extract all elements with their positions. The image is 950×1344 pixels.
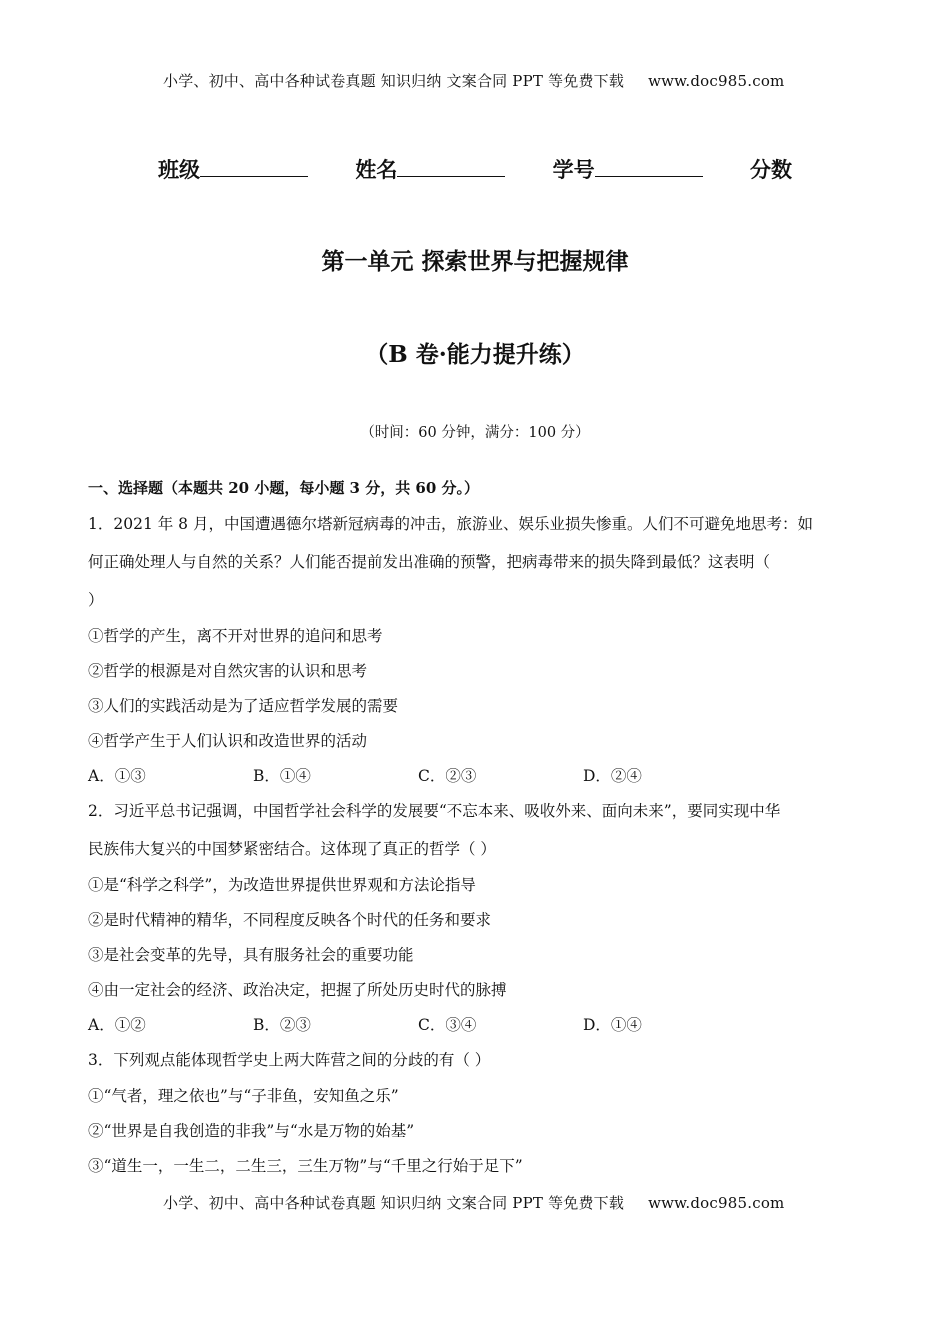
banner-url[interactable]: www.doc985.com: [648, 72, 785, 90]
q2-options: [88, 1013, 848, 1035]
q1-stem-line1: 1．2021 年 8 月，中国遭遇德尔塔新冠病毒的冲击，旅游业、娱乐业损失惨重。人们不可避免地思考：如: [88, 515, 813, 533]
q2-option-a[interactable]: A．①②: [88, 1016, 146, 1034]
q2-option-c[interactable]: C．③④: [418, 1016, 477, 1034]
footer-banner: [163, 1192, 784, 1213]
section-heading: 一、选择题（本题共 20 小题，每小题 3 分，共 60 分。）: [88, 479, 480, 497]
q3-item-2: ②“世界是自我创造的非我”与“水是万物的始基”: [88, 1122, 415, 1140]
student-number-field[interactable]: 学号: [553, 154, 703, 184]
q3-stem: 3．下列观点能体现哲学史上两大阵营之间的分歧的有（ ）: [88, 1051, 491, 1069]
class-field[interactable]: 班级: [158, 154, 308, 184]
page-title: 第一单元 探索世界与把握规律: [321, 248, 629, 275]
q1-item-1: ①哲学的产生，离不开对世界的追问和思考: [88, 627, 383, 645]
q2-item-1: ①是“科学之科学”，为改造世界提供世界观和方法论指导: [88, 876, 476, 894]
score-field[interactable]: 分数: [749, 157, 792, 182]
q2-stem-line2: 民族伟大复兴的中国梦紧密结合。这体现了真正的哲学（ ）: [88, 840, 496, 858]
q2-option-b[interactable]: B．②③: [253, 1016, 311, 1034]
q1-option-d[interactable]: D．②④: [583, 767, 642, 785]
banner-text: 小学、初中、高中各种试卷真题 知识归纳 文案合同 PPT 等免费下载: [163, 72, 625, 90]
q1-item-4: ④哲学产生于人们认识和改造世界的活动: [88, 732, 368, 750]
student-info-fields: [0, 154, 950, 184]
header-banner: [163, 70, 784, 91]
q3-item-3: ③“道生一，一生二，二生三，三生万物”与“千里之行始于足下”: [88, 1157, 523, 1175]
q1-item-2: ②哲学的根源是对自然灾害的认识和思考: [88, 662, 368, 680]
q2-stem-line1: 2．习近平总书记强调，中国哲学社会科学的发展要“不忘本来、吸收外来、面向未来”，要同实现中华: [88, 802, 781, 820]
q1-stem-line2: 何正确处理人与自然的关系？人们能否提前发出准确的预警，把病毒带来的损失降到最低？这表明（: [88, 553, 771, 571]
q2-option-d[interactable]: D．①④: [583, 1016, 642, 1034]
name-field[interactable]: 姓名: [355, 154, 505, 184]
footer-banner-url[interactable]: www.doc985.com: [648, 1194, 785, 1212]
q2-item-2: ②是时代精神的精华，不同程度反映各个时代的任务和要求: [88, 911, 492, 929]
time-info: （时间：60 分钟，满分：100 分）: [360, 425, 590, 441]
q2-item-3: ③是社会变革的先导，具有服务社会的重要功能: [88, 946, 414, 964]
footer-banner-text: 小学、初中、高中各种试卷真题 知识归纳 文案合同 PPT 等免费下载: [163, 1194, 625, 1212]
q1-option-a[interactable]: A．①③: [88, 767, 146, 785]
q3-item-1: ①“气者，理之依也”与“子非鱼，安知鱼之乐”: [88, 1087, 399, 1105]
q1-options: [88, 764, 848, 786]
q2-item-4: ④由一定社会的经济、政治决定，把握了所处历史时代的脉搏: [88, 981, 507, 999]
q1-stem-line3: ）: [88, 591, 104, 609]
q1-item-3: ③人们的实践活动是为了适应哲学发展的需要: [88, 697, 399, 715]
q1-option-b[interactable]: B．①④: [253, 767, 311, 785]
page-subtitle: （B 卷·能力提升练）: [365, 341, 585, 368]
q1-option-c[interactable]: C．②③: [418, 767, 477, 785]
